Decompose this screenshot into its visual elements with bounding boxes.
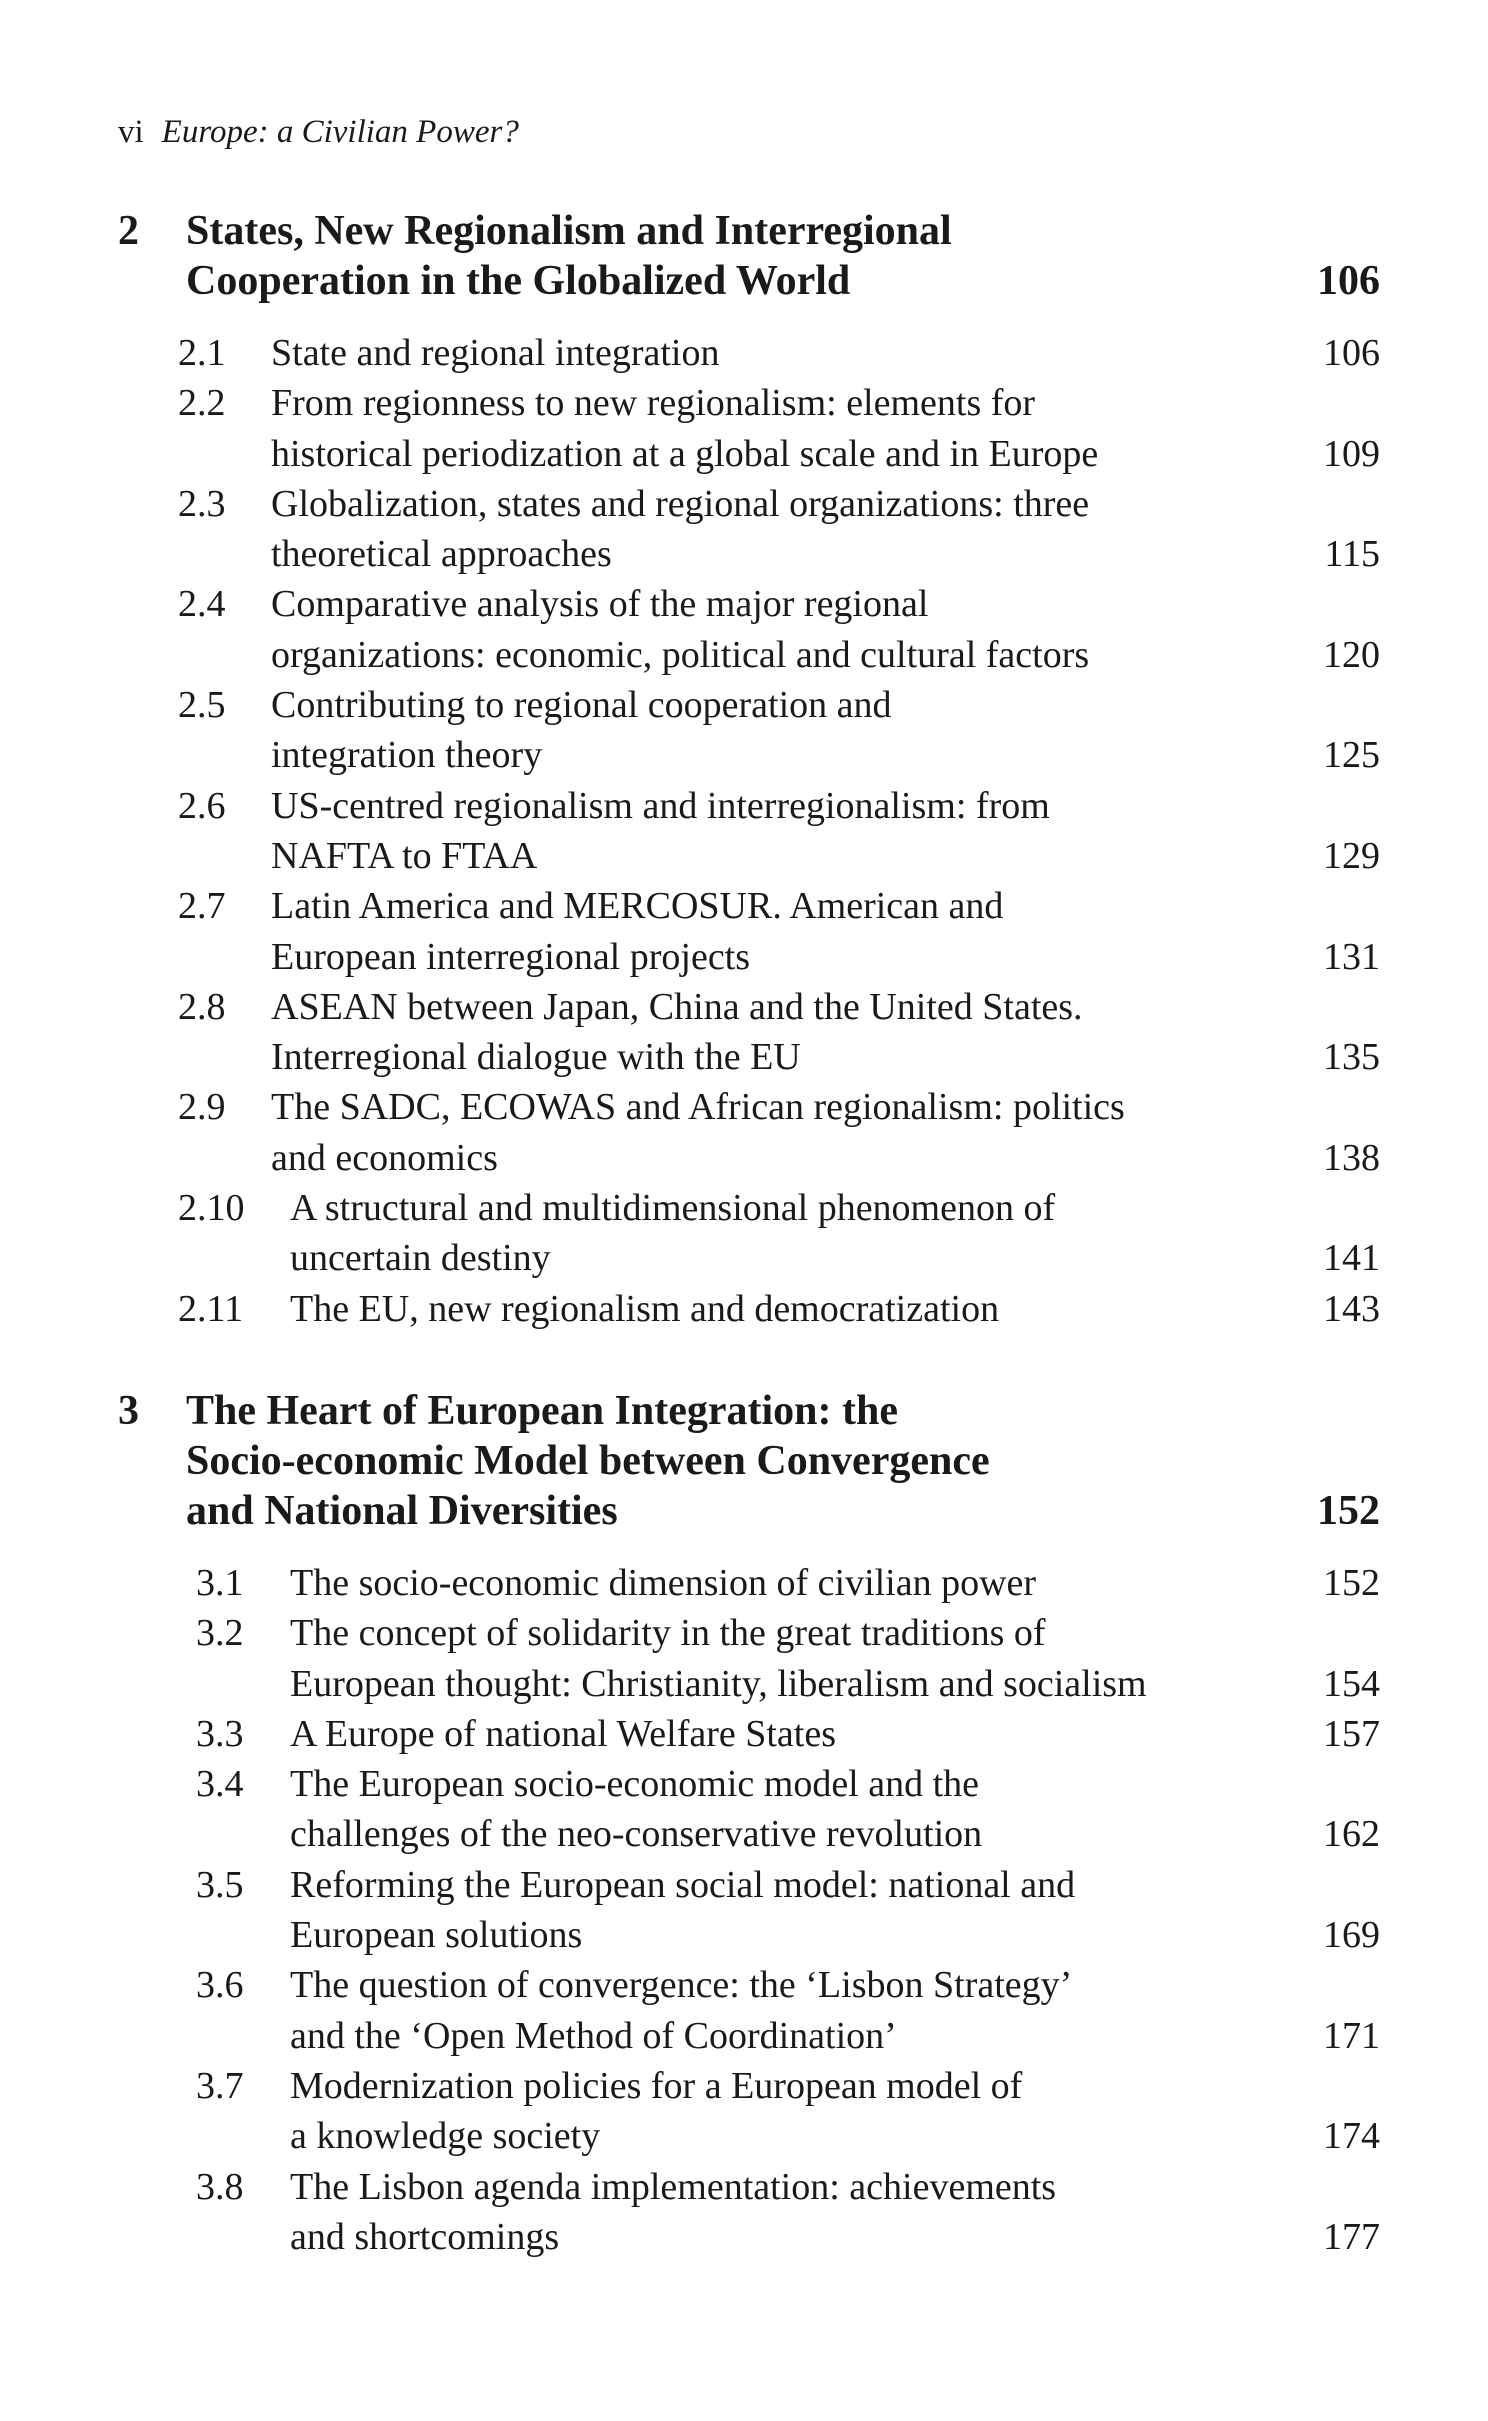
section-title	[290, 1759, 1270, 1860]
toc-entry	[118, 881, 1380, 982]
section-title-line: The question of convergence: the ‘Lisbon Strategy’	[290, 1964, 1073, 2007]
section-page-number: 154	[1323, 1662, 1380, 1705]
chapter-title	[186, 206, 1226, 306]
chapter-page-number: 106	[1317, 258, 1380, 304]
section-number: 3.3	[196, 1712, 244, 1755]
section-page-number: 129	[1323, 834, 1380, 877]
toc-entry	[118, 1759, 1380, 1860]
section-title-line: Contributing to regional cooperation and	[271, 684, 892, 727]
section-title-line: From regionness to new regionalism: elements for	[271, 382, 1036, 425]
chapter-title-line: The Heart of European Integration: the	[186, 1388, 899, 1434]
chapter-3	[118, 1386, 1380, 2262]
section-title	[271, 982, 1251, 1083]
section-title-line: The SADC, ECOWAS and African regionalism: politics	[271, 1086, 1125, 1129]
section-list	[118, 328, 1380, 1334]
section-number: 2.3	[178, 482, 226, 525]
section-list	[118, 1558, 1380, 2262]
section-title-line: challenges of the neo-conservative revolution	[290, 1813, 983, 1856]
section-title	[290, 1709, 1270, 1759]
section-title-line: State and regional integration	[271, 332, 720, 374]
toc-entry	[118, 1558, 1380, 1608]
section-title	[271, 680, 1251, 781]
section-number: 3.1	[196, 1562, 244, 1604]
section-title	[271, 479, 1251, 580]
section-number: 2.8	[178, 985, 226, 1028]
chapter-number: 3	[118, 1388, 139, 1434]
section-number: 2.11	[178, 1287, 244, 1330]
section-title-line: European solutions	[290, 1914, 583, 1957]
section-title	[290, 2162, 1270, 2263]
section-title-line: The EU, new regionalism and democratization	[290, 1287, 1000, 1330]
section-number: 2.10	[178, 1187, 245, 1230]
chapter-title	[186, 1386, 1226, 1536]
section-page-number: 125	[1323, 734, 1380, 777]
section-title	[271, 378, 1251, 479]
section-number: 2.2	[178, 382, 226, 425]
section-page-number: 106	[1323, 332, 1380, 374]
section-title-line: historical periodization at a global scale and in Europe	[271, 432, 1099, 475]
section-title	[290, 1183, 1270, 1284]
section-title-line: European interregional projects	[271, 935, 751, 978]
section-page-number: 120	[1323, 633, 1380, 676]
section-title-line: Reforming the European social model: national and	[290, 1863, 1076, 1906]
section-title-line: and the ‘Open Method of Coordination’	[290, 2014, 897, 2057]
toc-entry	[118, 579, 1380, 680]
section-title-line: and shortcomings	[290, 2215, 560, 2258]
chapter-title-line: States, New Regionalism and Interregional	[186, 208, 952, 254]
section-title-line: ASEAN between Japan, China and the United States.	[271, 985, 1083, 1028]
section-title-line: and economics	[271, 1136, 498, 1179]
chapter-title-line: Cooperation in the Globalized World	[186, 258, 851, 304]
section-title-line: The European socio-economic model and the	[290, 1763, 980, 1806]
section-number: 2.6	[178, 784, 226, 827]
chapter-number: 2	[118, 208, 139, 254]
section-page-number: 109	[1323, 432, 1380, 475]
section-title-line: A structural and multidimensional phenomenon of	[290, 1187, 1056, 1230]
section-page-number: 171	[1323, 2014, 1380, 2057]
toc-entry	[118, 1960, 1380, 2061]
section-title-line: The concept of solidarity in the great traditions of	[290, 1612, 1046, 1655]
toc-entry	[118, 2162, 1380, 2263]
page-folio: vi	[118, 114, 144, 150]
section-page-number: 177	[1323, 2215, 1380, 2258]
section-number: 2.1	[178, 332, 226, 374]
section-page-number: 135	[1323, 1036, 1380, 1079]
chapter-page-number: 152	[1317, 1488, 1380, 1534]
toc-entry	[118, 781, 1380, 882]
section-title	[271, 1082, 1251, 1183]
toc-entry	[118, 1082, 1380, 1183]
section-title	[271, 781, 1251, 882]
toc-entry	[118, 1183, 1380, 1284]
section-number: 2.5	[178, 684, 226, 727]
toc-entry	[118, 1284, 1380, 1334]
section-title-line: integration theory	[271, 734, 543, 777]
toc-entry	[118, 378, 1380, 479]
section-title	[290, 1558, 1270, 1608]
section-title-line: The Lisbon agenda implementation: achievements	[290, 2165, 1057, 2208]
chapter-title-line: and National Diversities	[186, 1488, 618, 1534]
toc-entry	[118, 680, 1380, 781]
running-head	[118, 112, 519, 152]
section-title-line: Modernization policies for a European model of	[290, 2064, 1023, 2107]
section-number: 2.7	[178, 885, 226, 928]
toc-entry	[118, 328, 1380, 378]
section-number: 2.9	[178, 1086, 226, 1129]
section-title-line: NAFTA to FTAA	[271, 834, 538, 877]
section-title	[290, 1608, 1270, 1709]
section-number: 3.6	[196, 1964, 244, 2007]
chapter-heading	[118, 206, 1380, 306]
toc-entry	[118, 1608, 1380, 1709]
chapter-heading	[118, 1386, 1380, 1536]
section-title-line: Comparative analysis of the major regional	[271, 583, 929, 626]
section-number: 3.7	[196, 2064, 244, 2107]
section-title	[290, 1960, 1270, 2061]
section-title-line: A Europe of national Welfare States	[290, 1712, 837, 1755]
toc-entry	[118, 2061, 1380, 2162]
section-title-line: uncertain destiny	[290, 1237, 551, 1280]
section-number: 2.4	[178, 583, 226, 626]
section-page-number: 115	[1324, 533, 1380, 576]
section-page-number: 141	[1323, 1237, 1380, 1280]
section-number: 3.4	[196, 1763, 244, 1806]
section-page-number: 152	[1323, 1562, 1380, 1604]
section-page-number: 169	[1323, 1914, 1380, 1957]
toc-entry	[118, 479, 1380, 580]
section-title-line: a knowledge society	[290, 2115, 601, 2158]
section-title	[271, 328, 1251, 378]
section-page-number: 131	[1323, 935, 1380, 978]
section-number: 3.8	[196, 2165, 244, 2208]
section-title	[290, 2061, 1270, 2162]
section-title-line: Globalization, states and regional organizations: three	[271, 482, 1090, 525]
book-title: Europe: a Civilian Power?	[161, 114, 519, 150]
section-page-number: 162	[1323, 1813, 1380, 1856]
section-page-number: 174	[1323, 2115, 1380, 2158]
section-title	[290, 1284, 1270, 1334]
toc-entry	[118, 982, 1380, 1083]
section-title-line: European thought: Christianity, liberalism and socialism	[290, 1662, 1147, 1705]
section-page-number: 157	[1323, 1712, 1380, 1755]
toc-entry	[118, 1709, 1380, 1759]
section-title	[290, 1860, 1270, 1961]
section-title-line: organizations: economic, political and cultural factors	[271, 633, 1090, 676]
section-title	[271, 881, 1251, 982]
chapter-title-line: Socio-economic Model between Convergence	[186, 1438, 990, 1484]
section-title-line: Interregional dialogue with the EU	[271, 1036, 801, 1079]
section-title-line: Latin America and MERCOSUR. American and	[271, 885, 1004, 928]
section-number: 3.2	[196, 1612, 244, 1655]
section-title-line: theoretical approaches	[271, 533, 612, 576]
section-number: 3.5	[196, 1863, 244, 1906]
section-page-number: 138	[1323, 1136, 1380, 1179]
section-title	[271, 579, 1251, 680]
section-title-line: The socio-economic dimension of civilian power	[290, 1562, 1037, 1604]
toc-entry	[118, 1860, 1380, 1961]
chapter-2	[118, 206, 1380, 1334]
section-page-number: 143	[1323, 1287, 1380, 1330]
section-title-line: US-centred regionalism and interregionalism: from	[271, 784, 1050, 827]
